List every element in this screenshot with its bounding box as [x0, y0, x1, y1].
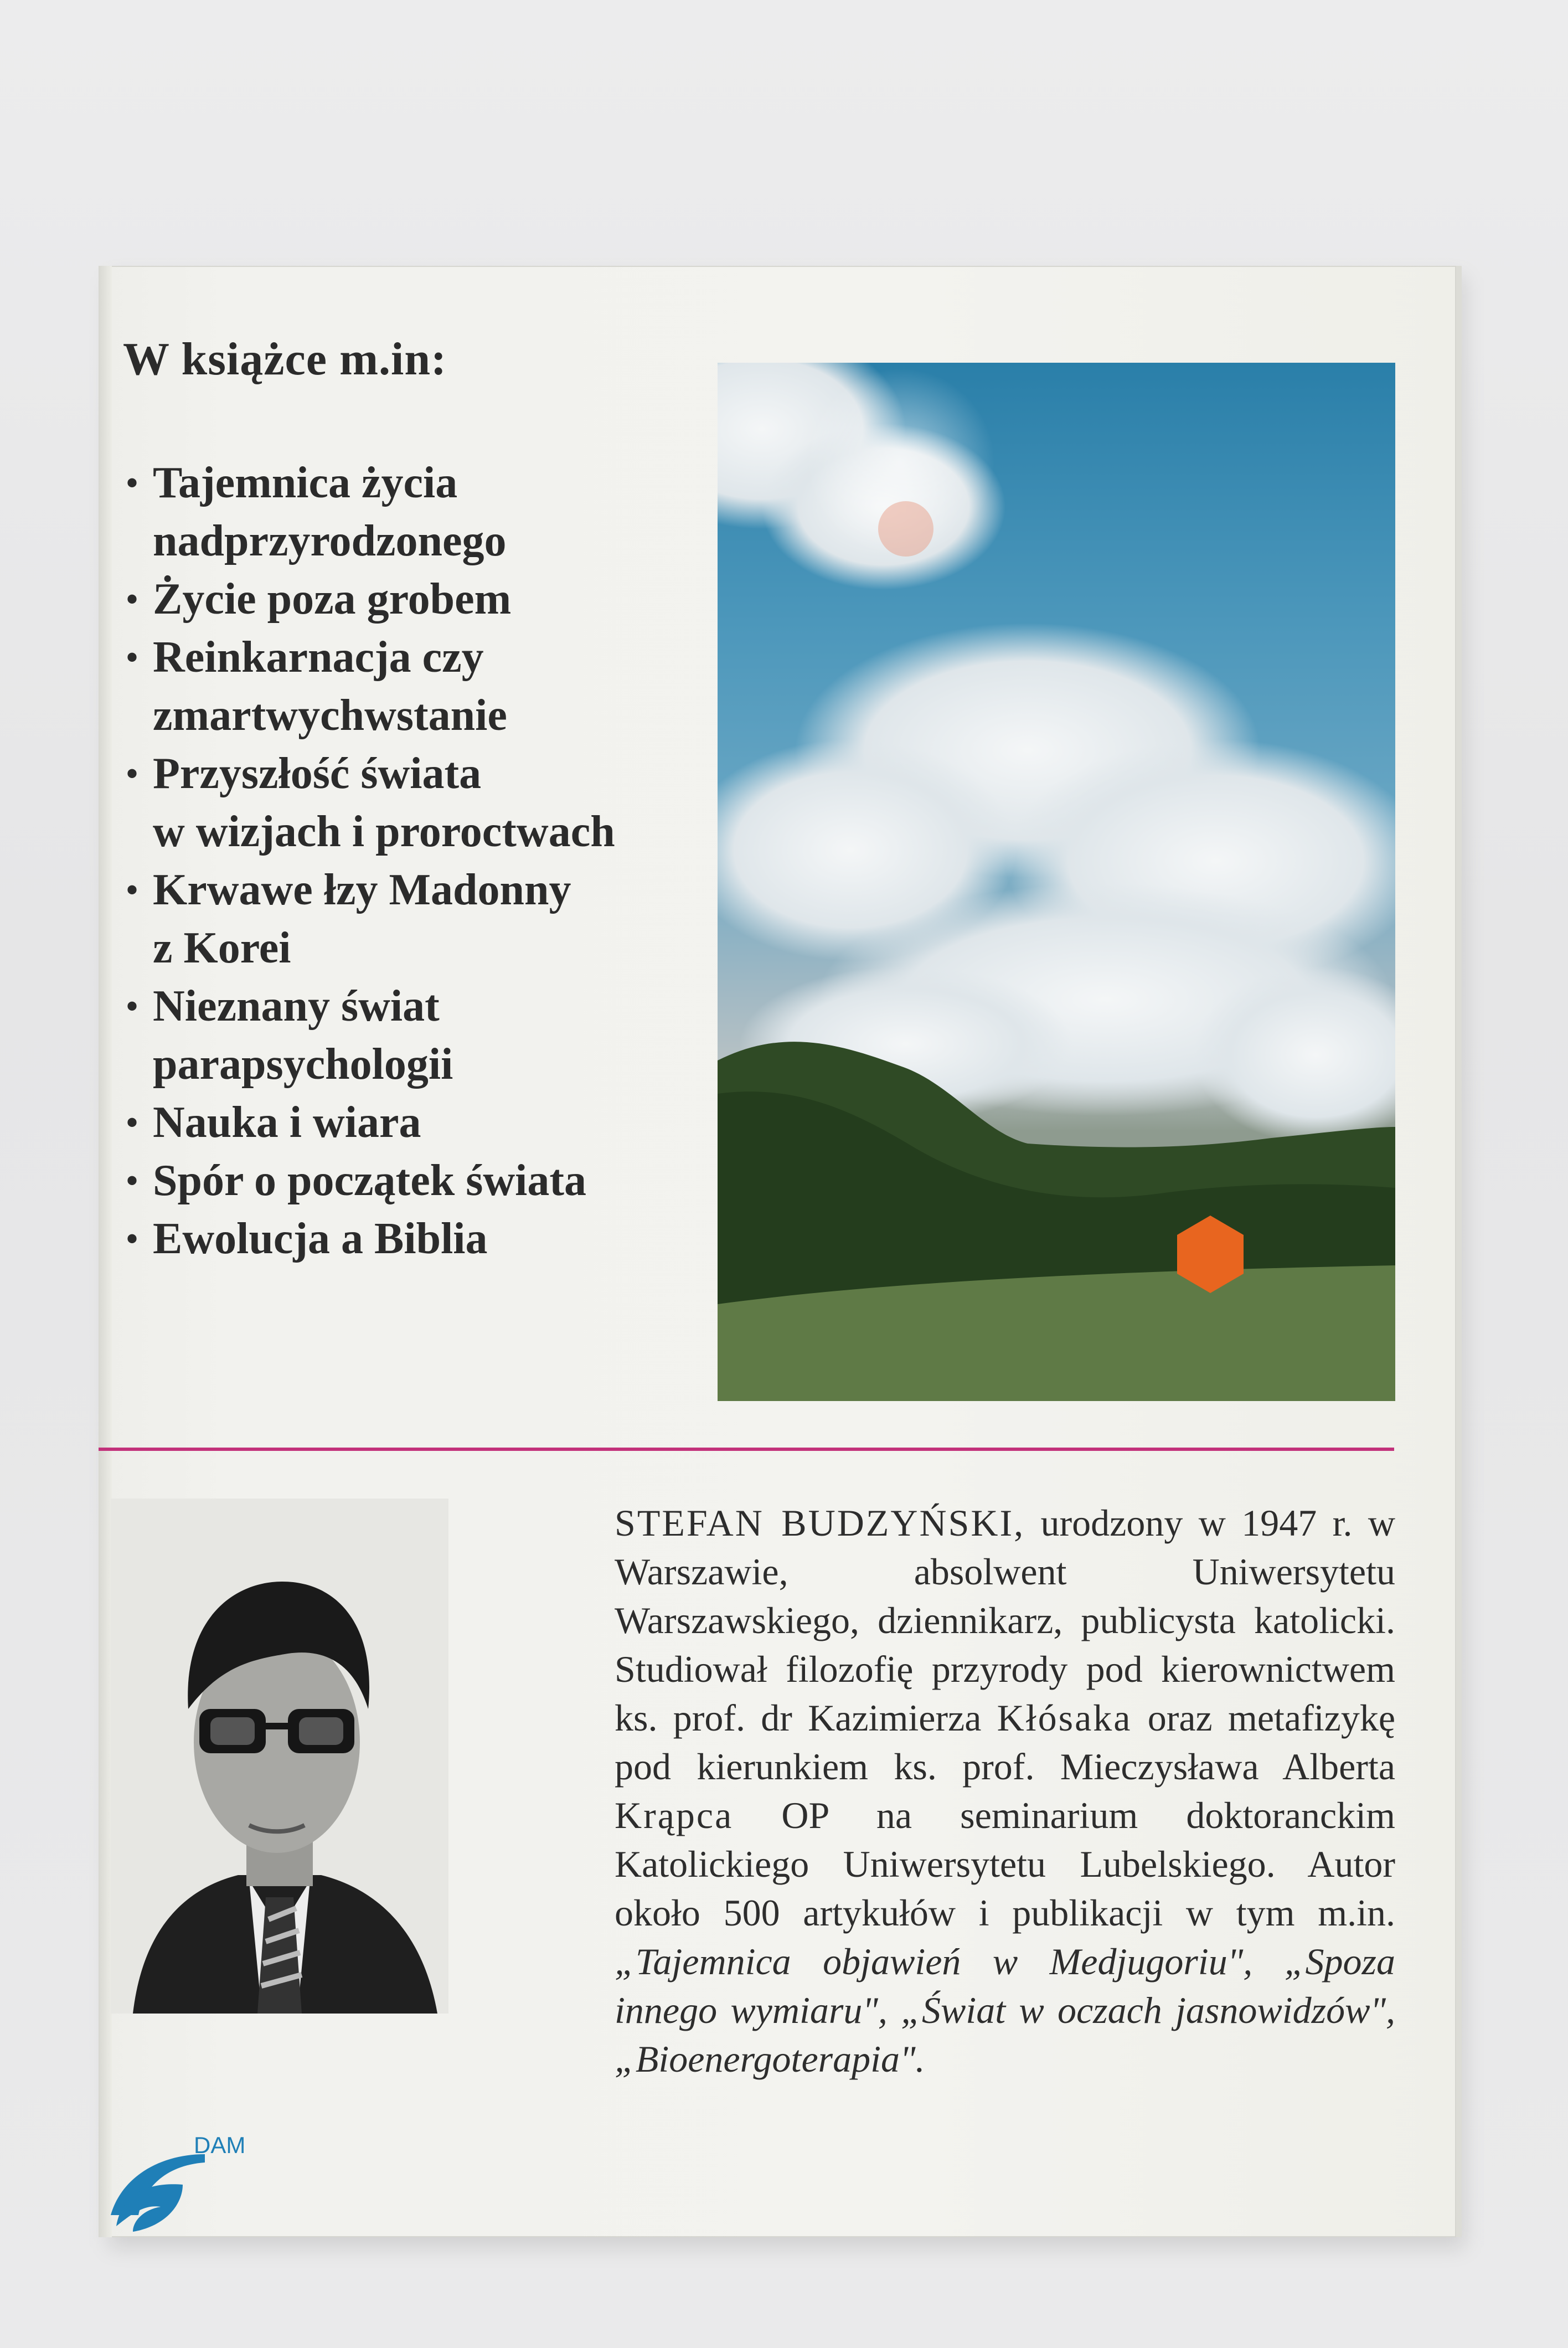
contents-heading: W książce m.in:: [123, 333, 447, 385]
topic-line: Przyszłość świata: [153, 749, 482, 798]
bio-text: oraz metafizykę pod kierunkiem ks. prof. Mieczysława Alberta: [615, 1697, 1395, 1788]
topic-line: Spór o początek świata: [153, 1156, 586, 1205]
bullet-icon: •: [126, 639, 138, 676]
list-item: [123, 1152, 721, 1210]
bio-name: Kłósaka: [997, 1697, 1132, 1739]
list-item: [123, 629, 721, 745]
list-item: [123, 570, 721, 629]
bio-text: OP na seminarium doktoranckim Katolickiego Uniwersytetu Lubelskiego. Autor około 500 artykułów i publikacji w tym m.in.: [615, 1794, 1395, 1934]
list-item: [123, 745, 721, 861]
list-item: [123, 861, 721, 977]
bullet-icon: •: [126, 755, 138, 792]
list-item: [123, 977, 721, 1094]
topic-line: Nieznany świat: [153, 982, 440, 1031]
author-name: STEFAN BUDZYŃSKI,: [615, 1502, 1025, 1544]
bullet-icon: •: [126, 872, 138, 908]
topic-line: Ewolucja a Biblia: [153, 1214, 488, 1263]
publisher-logo: [100, 2132, 299, 2237]
topics-list: [123, 454, 721, 1268]
book-spine-edge: [99, 266, 112, 2237]
bullet-icon: •: [126, 988, 138, 1024]
publisher-label: DAM: [194, 2132, 246, 2158]
topic-line: z Korei: [153, 924, 291, 972]
list-item: [123, 1210, 721, 1268]
topic-line: Krwawe łzy Madonny: [153, 866, 571, 914]
section-divider: [99, 1448, 1394, 1451]
topic-line: Życie poza grobem: [153, 575, 512, 624]
topic-line: Nauka i wiara: [153, 1098, 421, 1147]
topic-line: Tajemnica życia: [153, 459, 458, 507]
bullet-icon: •: [126, 1162, 138, 1199]
topic-line: parapsychologii: [153, 1040, 453, 1089]
bullet-icon: •: [126, 1221, 138, 1257]
list-item: [123, 1094, 721, 1152]
author-portrait: [111, 1499, 448, 2014]
sky-photo: [718, 363, 1395, 1401]
bio-titles: „Tajemnica objawień w Medjugoriu", „Spoza innego wymiaru", „Świat w oczach jasnowidzów", „Bioenergoterapia".: [615, 1940, 1395, 2080]
bio-name: Krąpca: [615, 1794, 734, 1836]
topic-line: nadprzyrodzonego: [153, 517, 507, 565]
bullet-icon: •: [126, 1104, 138, 1141]
bullet-icon: •: [126, 465, 138, 501]
author-bio: [615, 1499, 1395, 2083]
bio-text: urodzony w 1947 r. w Warszawie, absolwent Uniwersytetu Warszawskiego, dziennikarz, publicysta katolicki. Studiował filozofię przyrody pod kierownictwem ks. prof. dr Kazimierza: [615, 1502, 1395, 1739]
topic-line: w wizjach i proroctwach: [153, 807, 615, 856]
topic-line: zmartwychwstanie: [153, 691, 507, 740]
bullet-icon: •: [126, 581, 138, 617]
list-item: [123, 454, 721, 570]
topic-line: Reinkarnacja czy: [153, 633, 484, 682]
